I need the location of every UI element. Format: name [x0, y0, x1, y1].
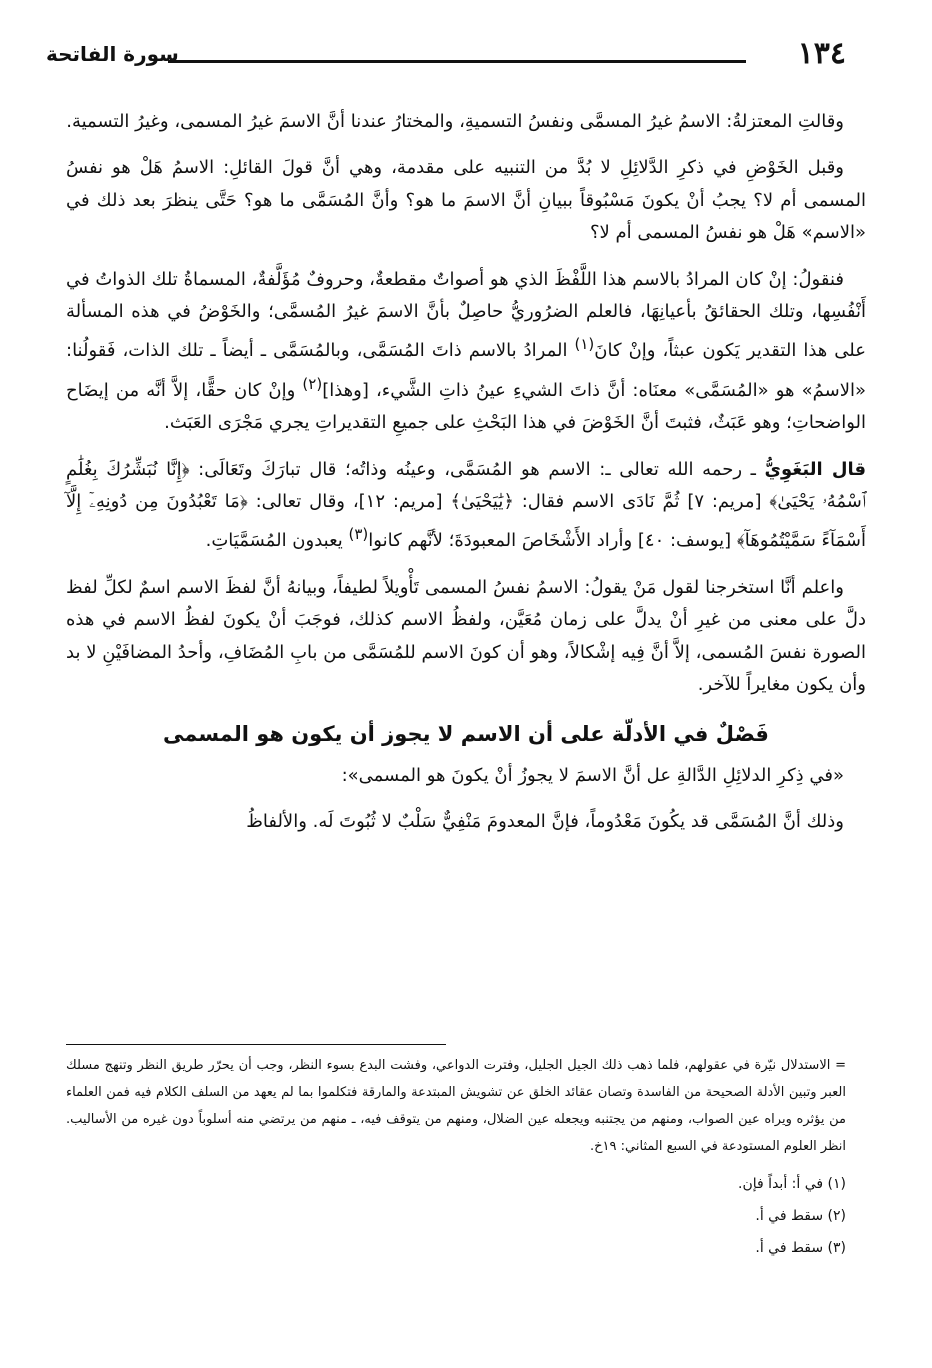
footnote-continuation: = الاستدلال نيّرة في عقولهم، فلما ذهب ذلك الجيل الجليل، وفترت الدواعي، وفشت البدع بسوء النظر، وجب أن يحرّر طريق النظر وتنهج مسلك العبر وتبين الأدلة الصحيحة من الفاسدة وتصان عقائد الخلق عن تشويش المبتدعة والمارقة فتكلموا بما لم يعهد من السلف الكلام فيه فمن العلماء من يؤثره ويراه عين الصواب، ومنهم من يجتنبه ويجعله عين الضلال، ومنهم من يتوقف فيه، ـ منهم من يرتضي منه أسلوباً دون غيره من الأساليب. انظر العلوم المستودعة في السبع المثاني: ١٩خ. [66, 1058, 846, 1154]
header-rule [168, 60, 746, 63]
paragraph-baghawi [66, 454, 866, 558]
baghawi-text-b: يعبدون المُسَمَّيَاتِ. [205, 530, 349, 552]
main-text [66, 106, 866, 838]
footnote-3: (٣) سقط في أ. [755, 1240, 846, 1256]
baghawi-name: قال البَغَوِيُّ [764, 458, 867, 480]
paragraph-evidence: وذلك أنَّ المُسَمَّى قد يكُونَ مَعْدُوماً، فإنَّ المعدومَ مَنْفِيٌّ سَلْبٌ لا ثُبُوتَ لَه. والألفاظُ [246, 810, 844, 832]
paragraph-interpretation: واعلم أنَّا استخرجنا لقول مَنْ يقولُ: الاسمُ نفسُ المسمى تَأْويلاً لطيفاً، وبيانهُ أنَّ لفظَ الاسم اسمٌ لكلِّ لفظ دلَّ على معنى من غيرِ أنْ يدلَّ على زمان مُعَيَّن، ولفظُ الاسم كذلك، فوجَبَ أنْ يكونَ لفظُ الاسم في هذه الصورة نفسَ المُسمى، إلاَّ أنَّ فِيه إشْكالاً، وهو أن كونَ الاسم للمُسَمَّى من بابِ المُضَافِ، وأحدُ المضافَيْنِ لا بد وأن يكون مغايراً للآخر. [66, 576, 866, 696]
footnote-ref-3[interactable]: (٣) [348, 525, 369, 544]
footnote-1: (١) في أ: أبداً فإن. [738, 1176, 846, 1192]
paragraph-argument [66, 264, 866, 440]
page-number: ١٣٤ [797, 36, 846, 71]
surah-title: سورة الفاتحة [46, 42, 179, 66]
baghawi-text-a: ـ رحمه الله تعالى ـ: الاسم هو المُسَمَّى، وعينُه وذاتُه؛ قال تبارَكَ وتَعَالَى: ﴿إِنَّا نُبَشِّرُكَ بِغُلَٰمٍ ٱسْمُهُۥ يَحْيَىٰ﴾ [مريم: ٧] ثُمَّ نَادَى الاسم فقال: ﴿يَٰيَحْيَىٰ﴾ [مريم: ١٢]، وقال تعالى: ﴿مَا تَعْبُدُونَ مِن دُونِهِۦٓ إِلَّآ أَسْمَآءً سَمَّيْتُمُوهَآ﴾ [يوسف: ٤٠] وأراد الأَشْخَاصَ المعبودَةَ؛ لأنَّهم كانوا [66, 458, 866, 552]
paragraph-evidence-title: «في ذِكرِ الدلائِلِ الدَّالةِ عل أنَّ الاسمَ لا يجوزُ أنْ يكونَ هو المسمى»: [341, 764, 844, 786]
section-heading: فَصْلٌ في الأدلّة على أن الاسم لا يجوز أن يكون هو المسمى [163, 721, 769, 746]
footnotes [66, 1052, 846, 1264]
running-header [46, 34, 846, 74]
footnote-ref-1[interactable]: (١) [574, 335, 595, 354]
footnote-ref-2[interactable]: (٢) [302, 374, 323, 393]
paragraph-introduction: وقبل الخَوْضِ في ذكرِ الدَّلائِلِ لا بُدَّ من التنبيه على مقدمة، وهي أنَّ قولَ القائلِ: الاسمُ هَلْ هو نفسُ المسمى أم لا؟ يجبُ أنْ يكونَ مَسْبُوقاً ببيانِ أنَّ الاسمَ ما هو؟ وأنَّ المُسَمَّى ما هو؟ حَتَّى ينظرَ بعد ذلك في «الاسم» هَلْ هو نفسُ المسمى أم لا؟ [66, 157, 866, 244]
argument-text-b: المرادُ بالاسم ذاتَ المُسَمَّى، وبالمُسَمَّى ـ أيضاً ـ تلك الذات، فَقولُنا: «الاسمُ» هو «المُسَمَّى» معنَاه: أنَّ ذاتَ الشيءِ عينُ ذاتِ الشَّيء، [وهذا] [66, 340, 866, 401]
argument-text-c: وإنْ كان حقًّا، إلاَّ أنَّه من إيضَاح الواضحاتِ؛ وهو عَبَثٌ، فثبتَ أنَّ الخَوْضَ في هذا البَحْثِ على جميعِ التقديراتِ يجري مَجْرَى العَبَث. [66, 379, 866, 434]
footnote-2: (٢) سقط في أ. [755, 1208, 846, 1224]
paragraph-mutazila: وقالتِ المعتزلةُ: الاسمُ غيرُ المسمَّى ونفسُ التسميةِ، والمختارُ عندنا أنَّ الاسمَ غيرُ المسمى، وغيرُ التسمية. [66, 111, 844, 132]
footnote-separator [66, 1044, 446, 1045]
argument-text-a: فنقولُ: إنْ كان المرادُ بالاسم هذا اللَّفْظَ الذي هو أصواتٌ مقطعةٌ، وحروفٌ مُؤَلَّفةٌ، المسماةُ تلك الذواتُ في أَنْفُسِها، وتلك الحقائقُ بأعيانِهَا، فالعلم الضرُوريُّ حاصِلٌ بأنَّ الاسمَ غيرُ المُسمَّى؛ والخَوْضُ في هذه المسألة على هذا التقدير يَكون عبثاً، وإنْ كانَ [66, 268, 866, 362]
